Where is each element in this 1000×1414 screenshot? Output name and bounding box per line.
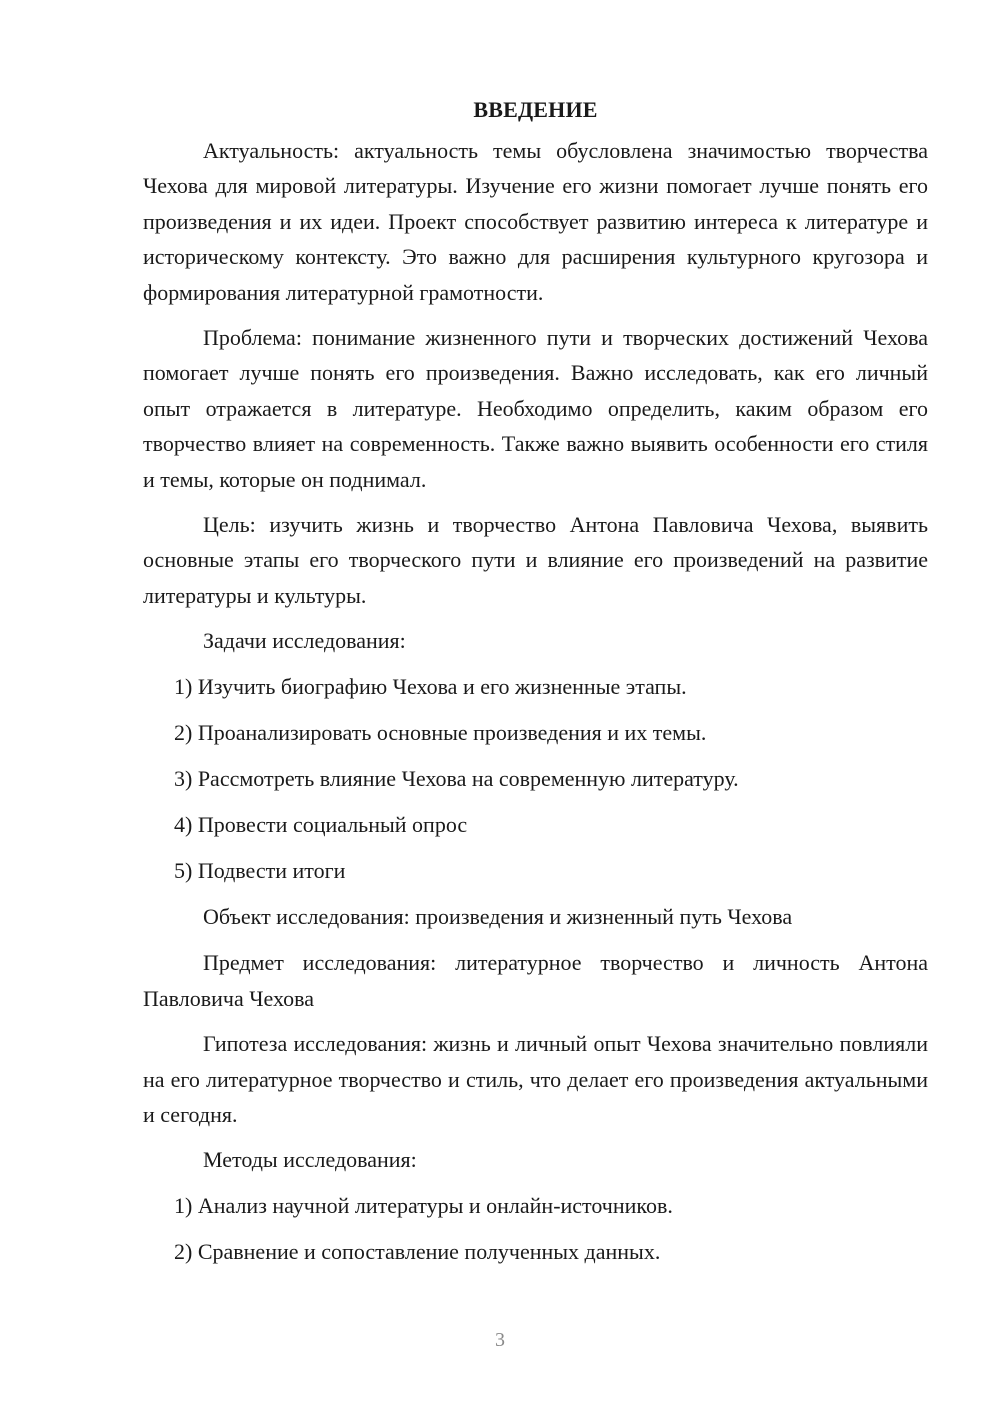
list-item: 1) Анализ научной литературы и онлайн-источников. bbox=[174, 1193, 673, 1219]
subject-paragraph: Предмет исследования: литературное творчество и личность Антона Павловича Чехова bbox=[143, 950, 928, 1011]
relevance-paragraph: Актуальность: актуальность темы обусловлена значимостью творчества Чехова для мировой литературы. Изучение его жизни помогает лучше понять его произведения и их идеи. Проект способствует развитию интереса к литературе и историческому контексту. Это важно для расширения культурного кругозора и формирования литературной грамотности. bbox=[143, 138, 928, 305]
list-item: 3) Рассмотреть влияние Чехова на современную литературу. bbox=[174, 766, 739, 792]
document-page bbox=[143, 92, 928, 1280]
goal-paragraph: Цель: изучить жизнь и творчество Антона Павловича Чехова, выявить основные этапы его творческого пути и влияние его произведений на развитие литературы и культуры. bbox=[143, 512, 928, 608]
list-item: 5) Подвести итоги bbox=[174, 858, 346, 884]
page-number: 3 bbox=[495, 1329, 505, 1351]
tasks-heading: Задачи исследования: bbox=[203, 628, 406, 654]
problem-paragraph: Проблема: понимание жизненного пути и творческих достижений Чехова помогает лучше понять его произведения. Важно исследовать, как его личный опыт отражается в литературе. Необходимо определить, каким образом его творчество влияет на современность. Также важно выявить особенности его стиля и темы, которые он поднимал. bbox=[143, 325, 928, 492]
hypothesis-paragraph: Гипотеза исследования: жизнь и личный опыт Чехова значительно повлияли на его литературное творчество и стиль, что делает его произведения актуальными и сегодня. bbox=[143, 1031, 928, 1127]
page-title: ВВЕДЕНИЕ bbox=[473, 97, 598, 122]
list-item: 2) Проанализировать основные произведения и их темы. bbox=[174, 720, 707, 746]
methods-heading: Методы исследования: bbox=[203, 1147, 417, 1173]
list-item: 4) Провести социальный опрос bbox=[174, 812, 468, 838]
object-line: Объект исследования: произведения и жизненный путь Чехова bbox=[203, 904, 793, 930]
list-item: 2) Сравнение и сопоставление полученных данных. bbox=[174, 1239, 661, 1265]
list-item: 1) Изучить биографию Чехова и его жизненные этапы. bbox=[174, 674, 687, 700]
